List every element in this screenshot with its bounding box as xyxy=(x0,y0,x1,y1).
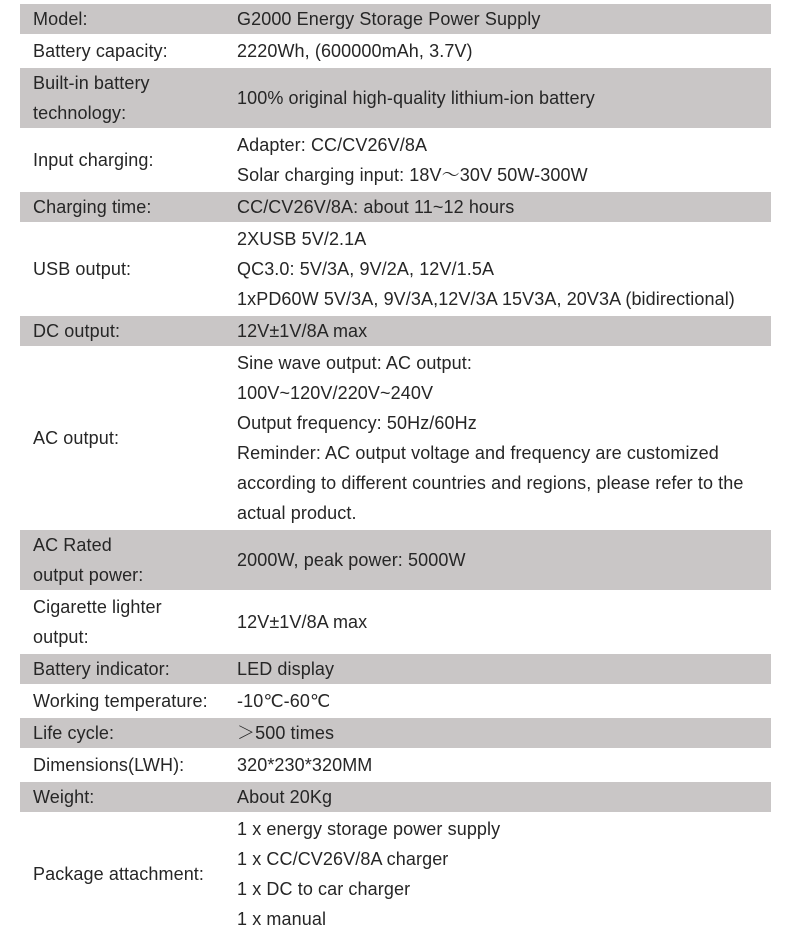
table-row xyxy=(20,224,771,314)
spec-label xyxy=(20,423,237,453)
spec-value xyxy=(237,686,771,716)
spec-value xyxy=(237,782,771,812)
spec-value-line: 1 x manual xyxy=(237,909,327,929)
spec-label-line: Charging time: xyxy=(33,197,152,217)
spec-label-line: Battery capacity: xyxy=(33,41,168,61)
spec-label xyxy=(20,68,237,128)
spec-value-line: 320*230*320MM xyxy=(237,755,373,775)
table-row xyxy=(20,4,771,34)
spec-value xyxy=(237,4,771,34)
table-row xyxy=(20,750,771,780)
spec-value-line: LED display xyxy=(237,659,335,679)
table-row xyxy=(20,592,771,652)
table-row xyxy=(20,686,771,716)
spec-value-line: Sine wave output: AC output: xyxy=(237,353,472,373)
spec-label xyxy=(20,859,237,889)
table-row xyxy=(20,36,771,66)
spec-value-line: 1 x energy storage power supply xyxy=(237,819,501,839)
spec-value xyxy=(237,130,771,190)
spec-label xyxy=(20,192,237,222)
spec-value-line: 1xPD60W 5V/3A, 9V/3A,12V/3A 15V3A, 20V3A (bidirectional) xyxy=(237,289,735,309)
table-row xyxy=(20,654,771,684)
spec-value xyxy=(237,545,771,575)
spec-label-line: DC output: xyxy=(33,321,121,341)
spec-label-line: technology: xyxy=(33,103,127,123)
spec-value-line: actual product. xyxy=(237,503,357,523)
table-row xyxy=(20,814,771,934)
spec-label-line: Life cycle: xyxy=(33,723,115,743)
spec-label xyxy=(20,654,237,684)
spec-label xyxy=(20,718,237,748)
spec-value xyxy=(237,814,771,934)
spec-value xyxy=(237,192,771,222)
spec-value-line: 1 x DC to car charger xyxy=(237,879,411,899)
spec-label xyxy=(20,36,237,66)
spec-label xyxy=(20,592,237,652)
spec-label-line: Weight: xyxy=(33,787,95,807)
spec-label-line: output: xyxy=(33,627,89,647)
spec-label-line: Built-in battery xyxy=(33,73,150,93)
spec-value-line: 100V~120V/220V~240V xyxy=(237,383,434,403)
table-row xyxy=(20,718,771,748)
spec-value-line: QC3.0: 5V/3A, 9V/2A, 12V/1.5A xyxy=(237,259,495,279)
spec-label xyxy=(20,254,237,284)
spec-label-line: AC Rated xyxy=(33,535,112,555)
spec-value-line: according to different countries and regions, please refer to the xyxy=(237,473,744,493)
table-row xyxy=(20,130,771,190)
spec-label xyxy=(20,782,237,812)
table-row xyxy=(20,316,771,346)
spec-value-line: Adapter: CC/CV26V/8A xyxy=(237,135,428,155)
spec-value-line: Output frequency: 50Hz/60Hz xyxy=(237,413,477,433)
spec-label-line: USB output: xyxy=(33,259,132,279)
spec-value-line: 2XUSB 5V/2.1A xyxy=(237,229,367,249)
spec-label-line: Battery indicator: xyxy=(33,659,170,679)
spec-label xyxy=(20,4,237,34)
spec-value-line: CC/CV26V/8A: about 11~12 hours xyxy=(237,197,515,217)
spec-value-line: -10℃-60℃ xyxy=(237,691,331,711)
spec-value-line: 12V±1V/8A max xyxy=(237,612,368,632)
spec-label xyxy=(20,316,237,346)
spec-value-line: 2000W, peak power: 5000W xyxy=(237,550,466,570)
spec-value-line: 1 x CC/CV26V/8A charger xyxy=(237,849,449,869)
spec-label-line: Package attachment: xyxy=(33,864,205,884)
spec-label-line: Dimensions(LWH): xyxy=(33,755,185,775)
spec-value xyxy=(237,224,771,314)
table-row xyxy=(20,68,771,128)
table-row xyxy=(20,192,771,222)
spec-label-line: output power: xyxy=(33,565,144,585)
spec-value xyxy=(237,750,771,780)
spec-value-line: G2000 Energy Storage Power Supply xyxy=(237,9,541,29)
spec-label xyxy=(20,145,237,175)
spec-value-line: Solar charging input: 18V～30V 50W-300W xyxy=(237,165,588,185)
spec-value-line: ＞500 times xyxy=(237,723,335,743)
spec-value xyxy=(237,348,771,528)
spec-label-line: Model: xyxy=(33,9,88,29)
spec-value-line: About 20Kg xyxy=(237,787,333,807)
spec-value-line: 100% original high-quality lithium-ion battery xyxy=(237,88,595,108)
table-row xyxy=(20,782,771,812)
spec-value xyxy=(237,316,771,346)
table-row xyxy=(20,348,771,528)
spec-label-line: Working temperature: xyxy=(33,691,208,711)
spec-label xyxy=(20,530,237,590)
spec-value xyxy=(237,607,771,637)
spec-label xyxy=(20,686,237,716)
spec-label-line: Cigarette lighter xyxy=(33,597,162,617)
spec-label-line: AC output: xyxy=(33,428,120,448)
table-row xyxy=(20,530,771,590)
spec-value xyxy=(237,654,771,684)
spec-label-line: Input charging: xyxy=(33,150,154,170)
spec-value xyxy=(237,36,771,66)
spec-value-line: 12V±1V/8A max xyxy=(237,321,368,341)
spec-value-line: 2220Wh, (600000mAh, 3.7V) xyxy=(237,41,473,61)
spec-value xyxy=(237,83,771,113)
spec-value xyxy=(237,718,771,748)
spec-label xyxy=(20,750,237,780)
spec-value-line: Reminder: AC output voltage and frequency are customized xyxy=(237,443,719,463)
